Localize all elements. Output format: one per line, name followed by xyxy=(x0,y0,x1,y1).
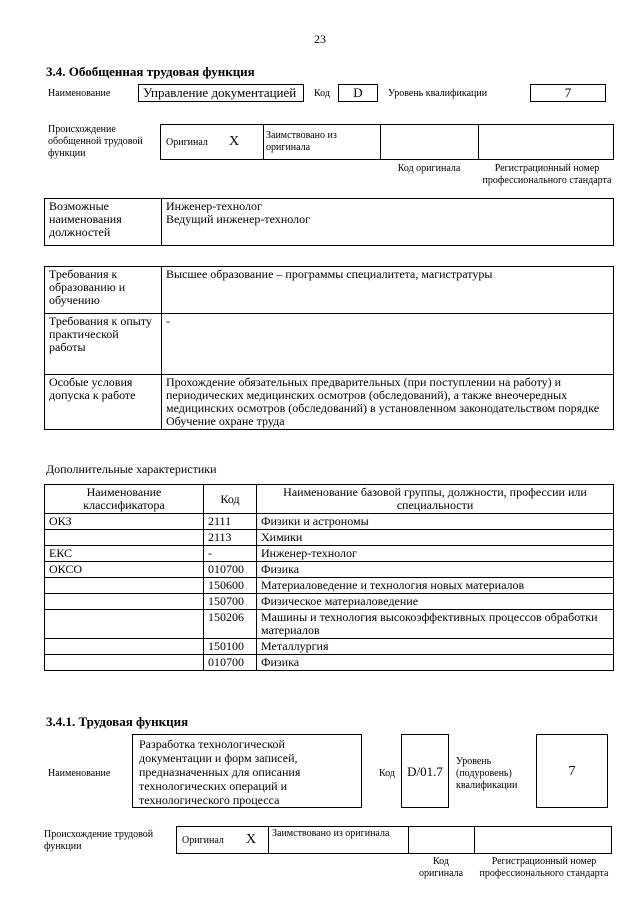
req-row xyxy=(45,314,614,375)
table-row xyxy=(45,578,614,594)
cell: Машины и технология высокоэффективных процессов обработки материалов xyxy=(257,610,614,639)
req-line: Обучение охране труда xyxy=(166,414,285,428)
cell: 2111 xyxy=(204,514,257,530)
cell: 010700 xyxy=(204,562,257,578)
table-row xyxy=(45,530,614,546)
code-orig-caption: Код оригинала xyxy=(397,163,461,174)
req-value: - xyxy=(162,314,614,375)
cell: 2113 xyxy=(204,530,257,546)
req-label: Особые условия допуска к работе xyxy=(45,375,162,430)
code-label: Код xyxy=(314,88,330,99)
header-cell: Наименование базовой группы, должности, профессии или специальности xyxy=(257,485,614,514)
req-label: Требования к образованию и обучению xyxy=(45,267,162,314)
cell: Металлургия xyxy=(257,639,614,655)
cell: 150206 xyxy=(204,610,257,639)
table-row xyxy=(45,562,614,578)
code-label-2: Код xyxy=(379,768,395,779)
level-value: 7 xyxy=(530,84,606,102)
origin-box-2 xyxy=(176,826,612,854)
extra-table xyxy=(44,484,614,671)
level-label: Уровень квалификации xyxy=(388,88,488,99)
reg-caption-2: Регистрационный номер профессионального стандарта xyxy=(479,856,609,879)
name-label-2: Наименование xyxy=(48,768,111,779)
level-label-2: Уровень (подуровень) квалификации xyxy=(456,756,518,791)
positions-values xyxy=(162,199,614,246)
name-value: Управление документацией xyxy=(138,84,304,102)
req-row xyxy=(45,267,614,314)
cell xyxy=(45,655,204,671)
original-mark: X xyxy=(229,134,240,149)
subsection-heading: 3.4.1. Трудовая функция xyxy=(46,714,189,729)
cell xyxy=(45,610,204,639)
borrowed-label-2: Заимствовано из оригинала xyxy=(272,828,390,839)
original-label-2: Оригинал xyxy=(182,835,224,846)
cell: 150700 xyxy=(204,594,257,610)
cell: Инженер-технолог xyxy=(257,546,614,562)
cell: Химики xyxy=(257,530,614,546)
cell: Материаловедение и технология новых материалов xyxy=(257,578,614,594)
cell xyxy=(45,578,204,594)
cell: Физическое материаловедение xyxy=(257,594,614,610)
table-row xyxy=(45,639,614,655)
header-cell: Код xyxy=(204,485,257,514)
req-value: Высшее образование – программы специалитета, магистратуры xyxy=(162,267,614,314)
cell: ОКСО xyxy=(45,562,204,578)
header-cell: Наименование классификатора xyxy=(45,485,204,514)
table-row xyxy=(45,610,614,639)
table-row xyxy=(45,514,614,530)
cell xyxy=(45,594,204,610)
code-value-2: D/01.7 xyxy=(401,734,449,808)
cell: 150100 xyxy=(204,639,257,655)
req-label: Требования к опыту практической работы xyxy=(45,314,162,375)
req-line: Прохождение обязательных предварительных (при поступлении на работу) и периодических медицинских осмотров (обследований), а также внеочередных медицинских осмотров (обследований) в установленном законодательством порядке xyxy=(166,375,600,415)
origin-label-2: Происхождение трудовой функции xyxy=(44,829,154,852)
table-row xyxy=(45,594,614,610)
code-value: D xyxy=(338,84,378,102)
code-orig-caption-2: Код оригинала xyxy=(418,856,464,879)
req-row xyxy=(45,375,614,430)
cell: ОКЗ xyxy=(45,514,204,530)
section-heading: 3.4. Обобщенная трудовая функция xyxy=(46,64,255,79)
table-row xyxy=(45,546,614,562)
cell: Физика xyxy=(257,562,614,578)
positions-row xyxy=(45,199,614,246)
req-value xyxy=(162,375,614,430)
extra-header-row xyxy=(45,485,614,514)
cell: ЕКС xyxy=(45,546,204,562)
cell: - xyxy=(204,546,257,562)
name-label: Наименование xyxy=(48,88,111,99)
extra-heading: Дополнительные характеристики xyxy=(46,462,217,476)
level-value-2: 7 xyxy=(536,734,608,808)
cell xyxy=(45,639,204,655)
original-label: Оригинал xyxy=(166,137,208,148)
cell: Физики и астрономы xyxy=(257,514,614,530)
cell: 010700 xyxy=(204,655,257,671)
page-number: 23 xyxy=(314,32,326,46)
position-item: Инженер-технолог xyxy=(166,199,262,213)
cell xyxy=(45,530,204,546)
positions-label: Возможные наименования должностей xyxy=(45,199,162,246)
name-value-2: Разработка технологической документации и форм записей, предназначенных для описания технологических операций и технологического процесса xyxy=(132,734,362,808)
borrowed-label: Заимствовано из оригинала xyxy=(266,130,337,153)
cell: Физика xyxy=(257,655,614,671)
reg-caption: Регистрационный номер профессионального стандарта xyxy=(482,163,612,186)
table-row xyxy=(45,655,614,671)
original-mark-2: X xyxy=(246,832,257,847)
position-item: Ведущий инженер-технолог xyxy=(166,212,310,226)
cell: 150600 xyxy=(204,578,257,594)
origin-label: Происхождение обобщенной трудовой функции xyxy=(48,124,143,159)
